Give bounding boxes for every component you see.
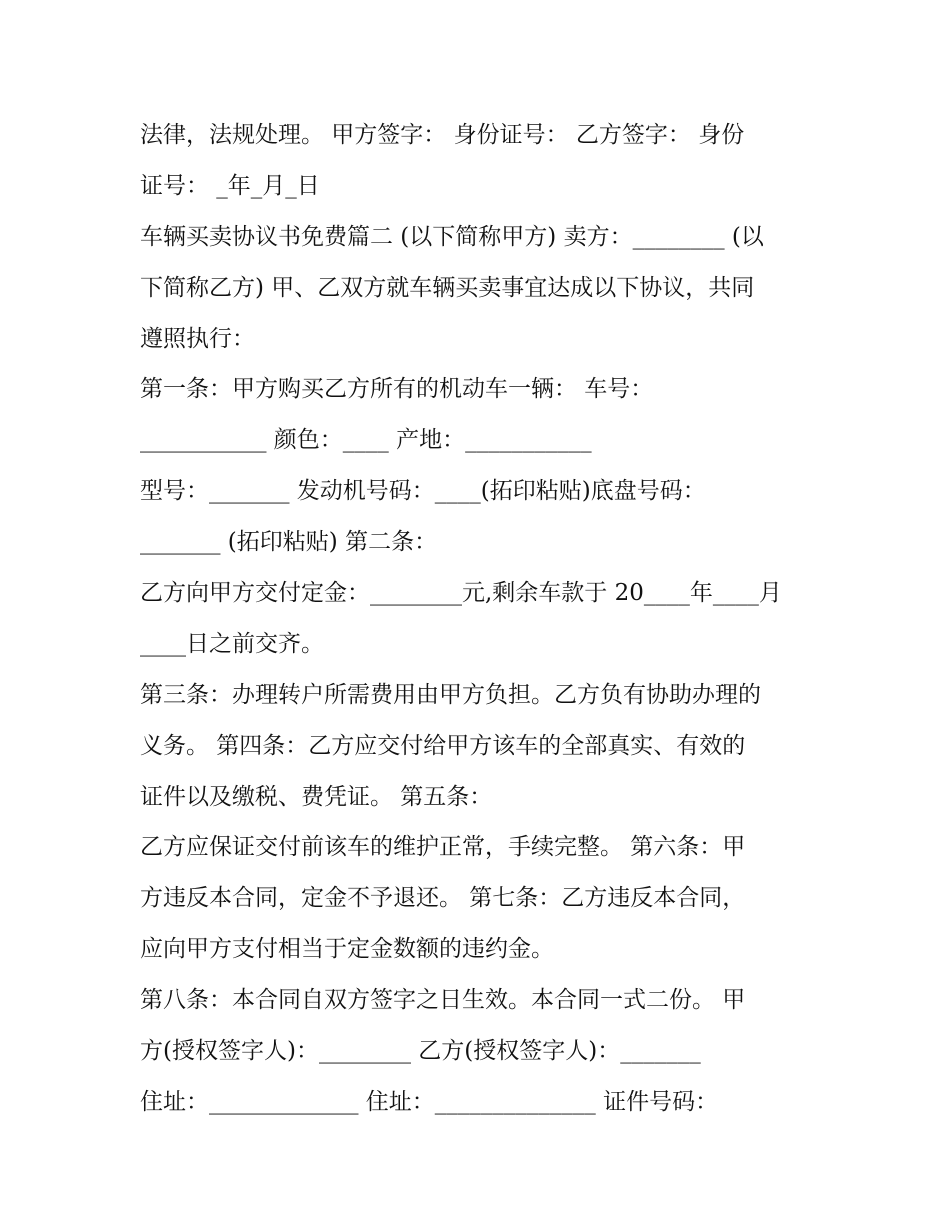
text-line: 遵照执行： bbox=[140, 325, 255, 352]
text-line: 第八条：本合同自双方签字之日生效。本合同一式二份。 甲 bbox=[140, 987, 746, 1014]
text-line: 方违反本合同，定金不予退还。 第七条：乙方违反本合同， bbox=[140, 885, 746, 912]
text-line: 证件以及缴税、费凭证。 第五条： bbox=[140, 783, 493, 810]
text-line: 义务。 第四条：乙方应交付给甲方该车的全部真实、有效的 bbox=[140, 732, 746, 759]
text-line: ___________ 颜色：____ 产地：___________ bbox=[140, 427, 592, 454]
text-line: 法律，法规处理。 甲方签字： 身份证号： 乙方签字： 身份 bbox=[140, 122, 745, 148]
text-line: 住址：_____________ 住址：______________ 证件号码： bbox=[140, 1088, 719, 1115]
text-line: _______ (拓印粘贴) 第二条： bbox=[140, 529, 438, 556]
text-line: 车辆买卖协议书免费篇二 (以下简称甲方) 卖方：________ (以 bbox=[140, 223, 764, 250]
text-line: 第三条：办理转户所需费用由甲方负担。乙方负有协助办理的 bbox=[140, 681, 761, 708]
text-line: 应向甲方支付相当于定金数额的违约金。 bbox=[140, 936, 554, 963]
text-line: 方(授权签字人)：________ 乙方(授权签字人)：_______ bbox=[140, 1038, 701, 1065]
text-line: ____日之前交齐。 bbox=[140, 630, 324, 657]
text-line: 乙方向甲方交付定金：________元,剩余车款于 20____年____月 bbox=[140, 580, 782, 607]
text-line: 第一条：甲方购买乙方所有的机动车一辆： 车号： bbox=[140, 376, 654, 403]
text-line: 乙方应保证交付前该车的维护正常，手续完整。 第六条：甲 bbox=[140, 834, 746, 861]
text-line: 下简称乙方) 甲、乙双方就车辆买卖事宜达成以下协议，共同 bbox=[140, 274, 755, 301]
text-line: 证号： _年_月_日 bbox=[140, 172, 320, 199]
contract-text bbox=[140, 110, 830, 1128]
text-line: 型号：_______ 发动机号码：____(拓印粘贴)底盘号码： bbox=[140, 478, 706, 505]
